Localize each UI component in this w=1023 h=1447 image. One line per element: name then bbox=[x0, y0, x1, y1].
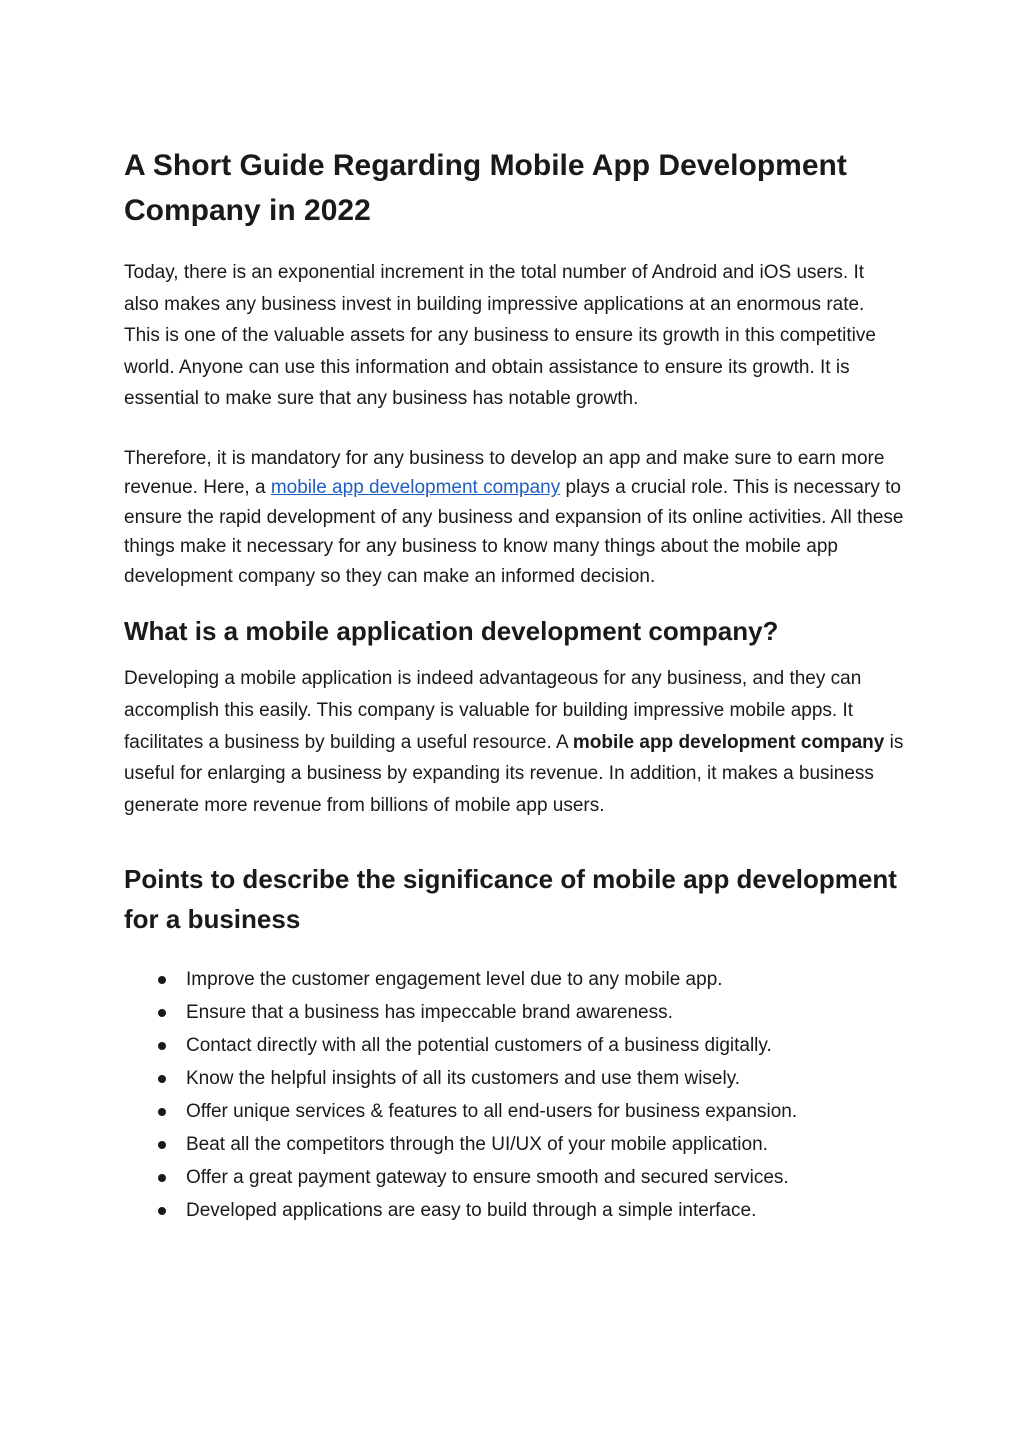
bullet-icon bbox=[158, 1075, 166, 1083]
list-item bbox=[124, 1029, 904, 1062]
list-item bbox=[124, 1062, 904, 1095]
bullet-icon bbox=[158, 976, 166, 984]
bullet-icon bbox=[158, 1207, 166, 1215]
list-item-text: Offer unique services & features to all end-users for business expansion. bbox=[186, 1101, 798, 1123]
list-item-text: Contact directly with all the potential customers of a business digitally. bbox=[186, 1035, 772, 1057]
list-item bbox=[124, 963, 904, 996]
second-paragraph-text-start: Therefore, it is mandatory for any business to develop an app and make sure to earn more revenue. Here, a bbox=[124, 447, 885, 499]
list-item-text: Know the helpful insights of all its customers and use them wisely. bbox=[186, 1068, 741, 1090]
list-item bbox=[124, 1194, 904, 1227]
significance-bullet-list bbox=[124, 963, 904, 1227]
section1-paragraph bbox=[124, 663, 904, 821]
bullet-icon bbox=[158, 1141, 166, 1149]
list-item-text: Developed applications are easy to build through a simple interface. bbox=[186, 1200, 757, 1222]
bullet-icon bbox=[158, 1042, 166, 1050]
list-item bbox=[124, 1128, 904, 1161]
second-paragraph bbox=[124, 444, 904, 592]
bullet-icon bbox=[158, 1108, 166, 1116]
mobile-app-development-company-link[interactable]: mobile app development company bbox=[270, 477, 561, 499]
section1-bold-term: mobile app development company bbox=[572, 731, 885, 753]
list-item bbox=[124, 1161, 904, 1194]
bullet-icon bbox=[158, 1174, 166, 1182]
section-heading-what-is: What is a mobile application development company? bbox=[124, 616, 779, 647]
document-page bbox=[124, 143, 904, 1227]
section1-text-start: Developing a mobile application is indeed advantageous for any business, and they can accomplish this easily. This company is valuable for building impressive mobile apps. It facilitates a business by building a useful resource. A bbox=[124, 668, 862, 753]
section-heading-significance: Points to describe the significance of mobile app development for a business bbox=[124, 864, 897, 935]
section1-text-end: is useful for enlarging a business by expanding its revenue. In addition, it makes a business generate more revenue from billions of mobile app users. bbox=[124, 731, 904, 816]
list-item-text: Improve the customer engagement level due to any mobile app. bbox=[186, 969, 723, 991]
intro-paragraph: Today, there is an exponential increment in the total number of Android and iOS users. It also makes any business invest in building impressive applications at an enormous rate. This is one of the valuable assets for any business to ensure its growth in this competitive world. Anyone can use this information and obtain assistance to ensure its growth. It is essential to make sure that any business has notable growth. bbox=[124, 262, 876, 410]
second-paragraph-text-end: plays a crucial role. This is necessary to ensure the rapid development of any business and expansion of its online activities. All these things make it necessary for any business to know many things about the mobile app development company so they can make an informed decision. bbox=[124, 477, 904, 587]
list-item-text: Offer a great payment gateway to ensure smooth and secured services. bbox=[186, 1167, 789, 1189]
bullet-icon bbox=[158, 1009, 166, 1017]
list-item bbox=[124, 1095, 904, 1128]
list-item-text: Ensure that a business has impeccable brand awareness. bbox=[186, 1002, 673, 1024]
list-item bbox=[124, 996, 904, 1029]
list-item-text: Beat all the competitors through the UI/UX of your mobile application. bbox=[186, 1134, 768, 1156]
document-title: A Short Guide Regarding Mobile App Development Company in 2022 bbox=[124, 149, 847, 227]
